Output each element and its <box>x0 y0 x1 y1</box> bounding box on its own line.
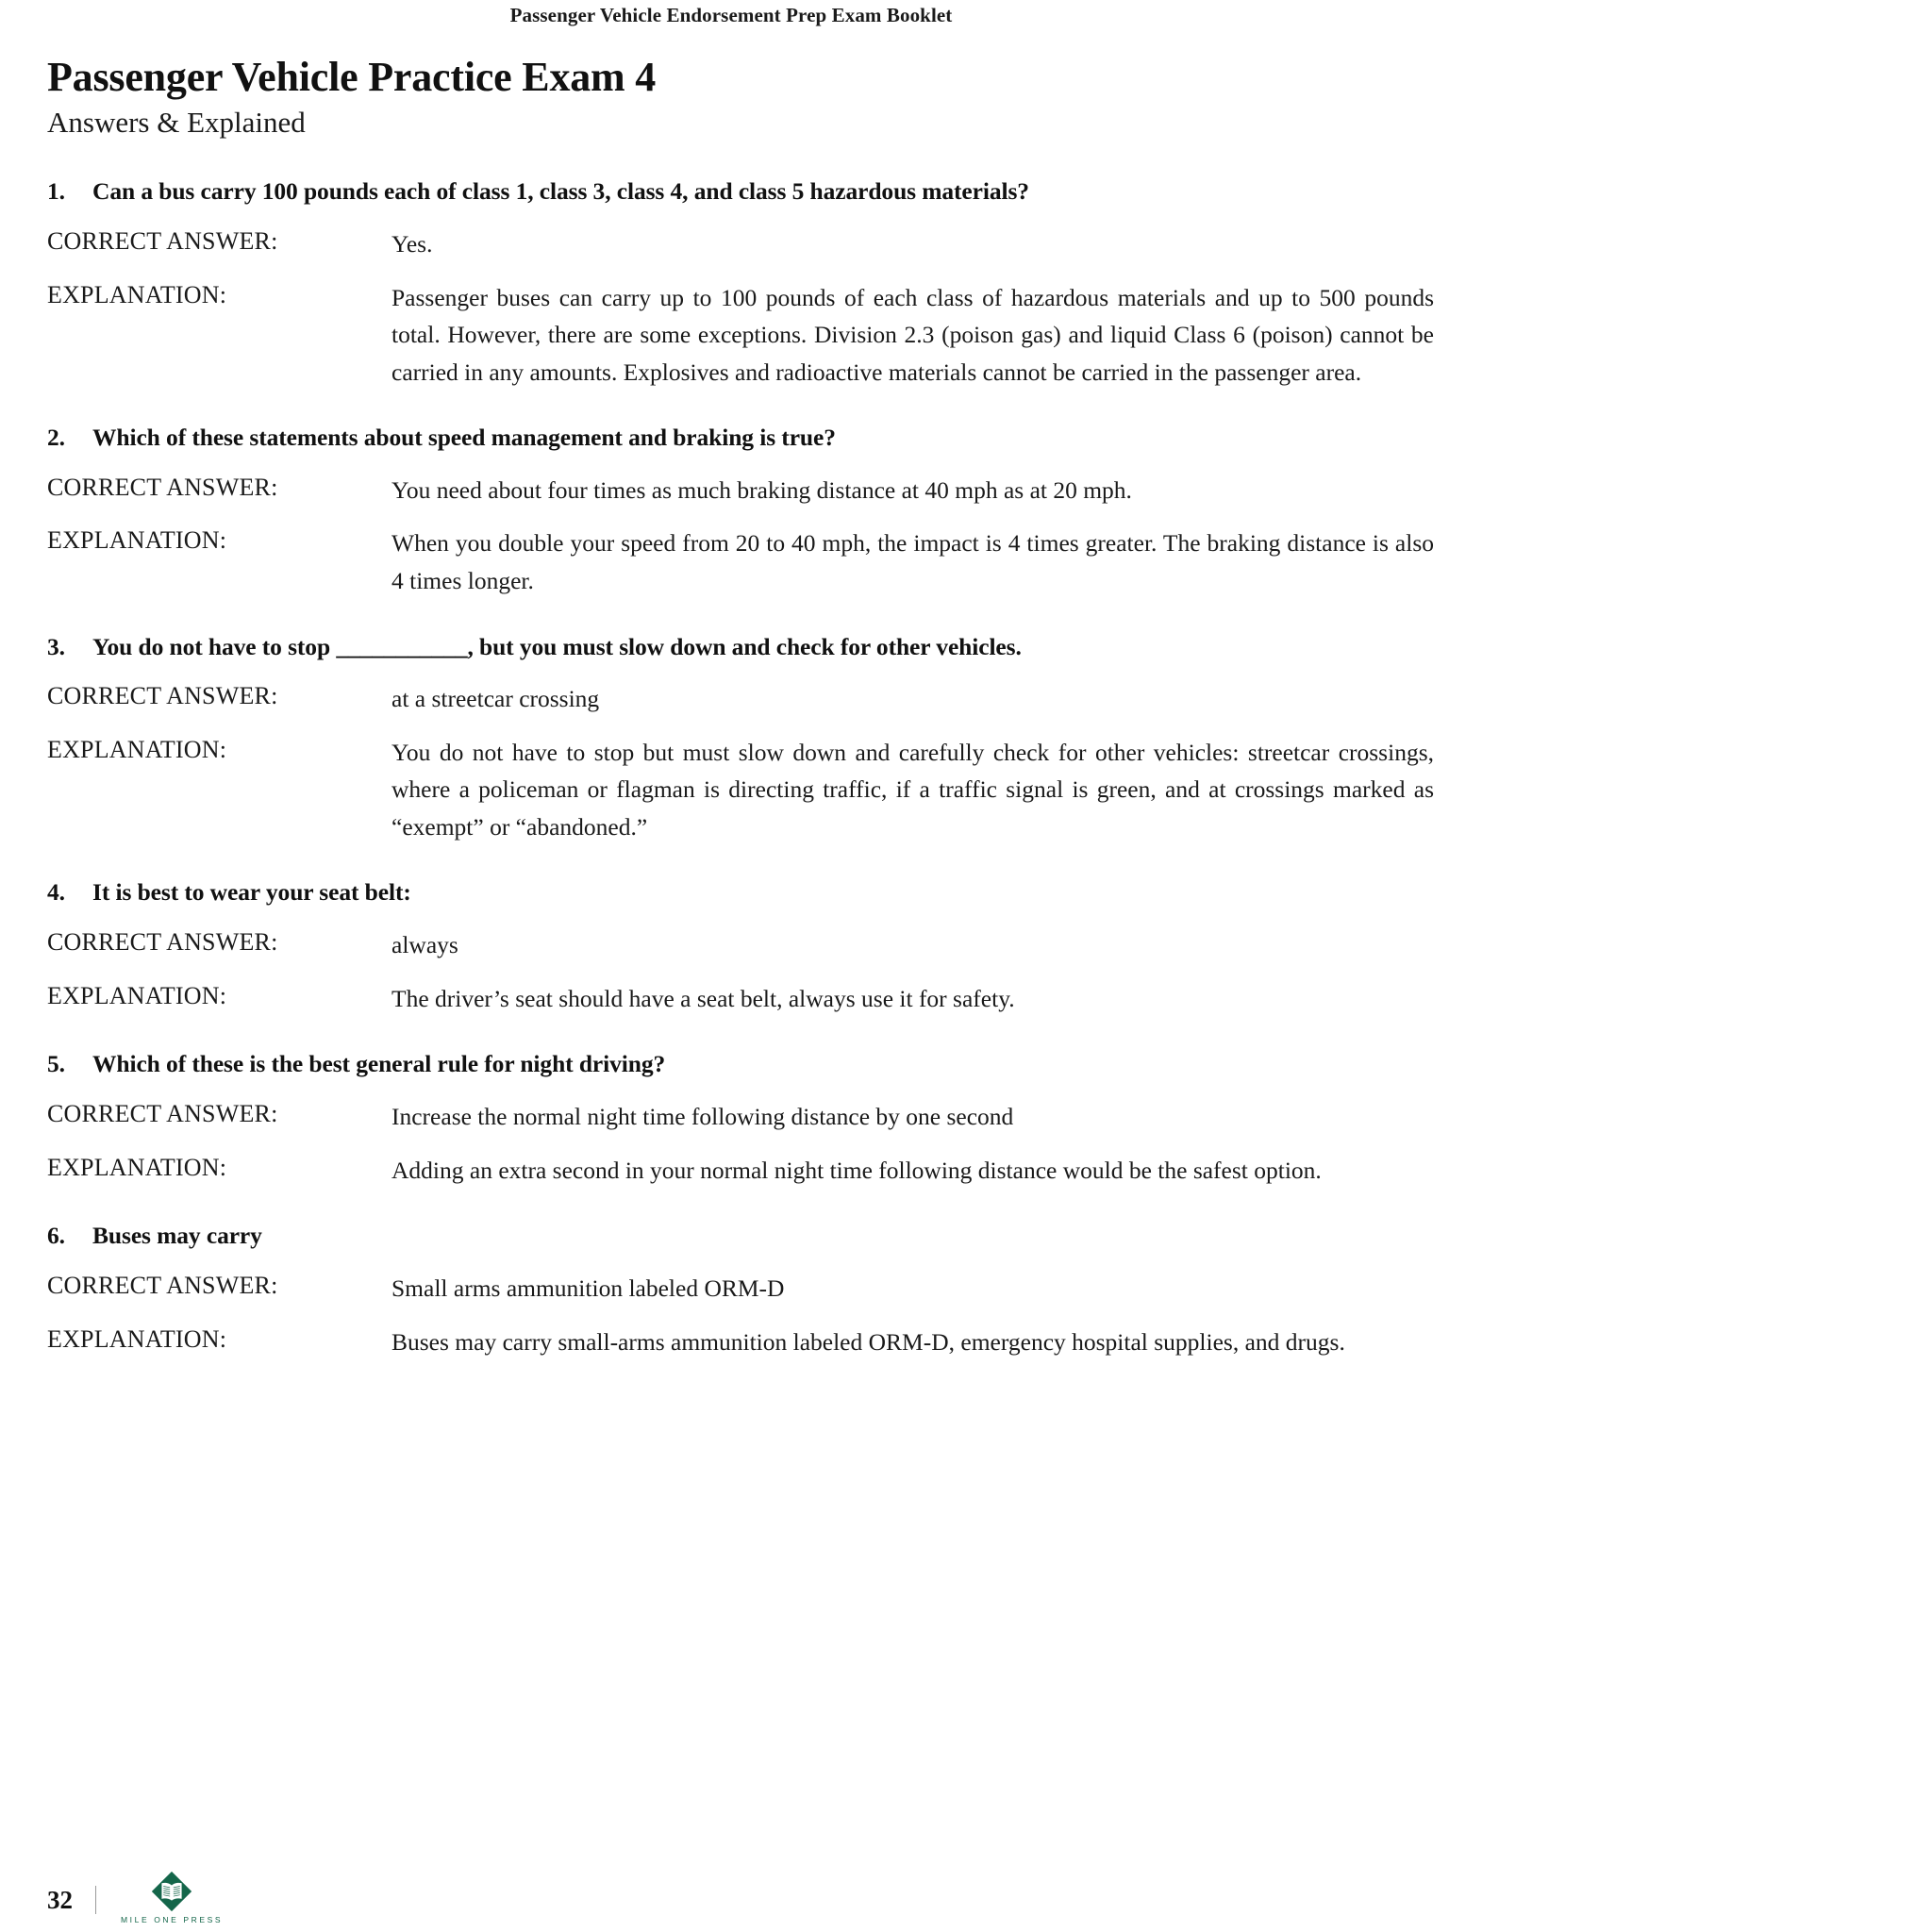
page-content <box>47 55 1434 1392</box>
correct-answer-value: You need about four times as much braking distance at 40 mph as at 20 mph. <box>391 475 1132 504</box>
explanation-value: The driver’s seat should have a seat belt, always use it for safety. <box>391 984 1015 1012</box>
question-block <box>47 176 1434 391</box>
question-heading <box>47 176 1434 207</box>
explanation-value: When you double your speed from 20 to 40 mph, the impact is 4 times greater. The braking distance is also 4 times longer. <box>391 529 1434 594</box>
page-subtitle: Answers & Explained <box>47 105 306 139</box>
correct-answer-label: CORRECT ANSWER: <box>47 928 278 957</box>
explanation-label: EXPLANATION: <box>47 1153 227 1181</box>
explanation-label: EXPLANATION: <box>47 981 227 1009</box>
correct-answer-row <box>47 225 1434 263</box>
explanation-row <box>47 525 1434 599</box>
correct-answer-value: at a streetcar crossing <box>391 685 600 713</box>
correct-answer-label: CORRECT ANSWER: <box>47 227 278 256</box>
question-number: 4. <box>47 878 65 907</box>
explanation-value: Passenger buses can carry up to 100 pounds of each class of hazardous materials and up to 500 pounds total. However, there are some exceptions. Division 2.3 (poison gas) and liquid Class 6 (poison) cannot be carried in any amounts. Explosives and radioactive materials cannot be carried in the passenger area. <box>391 283 1434 386</box>
correct-answer-label: CORRECT ANSWER: <box>47 1272 278 1300</box>
question-block <box>47 423 1434 599</box>
question-block <box>47 1221 1434 1360</box>
explanation-row <box>47 980 1434 1018</box>
page-number: 32 <box>47 1886 73 1914</box>
publisher-name: MILE ONE PRESS <box>121 1915 224 1924</box>
explanation-label: EXPLANATION: <box>47 1324 227 1353</box>
explanation-label: EXPLANATION: <box>47 280 227 308</box>
explanation-value: You do not have to stop but must slow down and carefully check for other vehicles: streetcar crossings, where a policeman or flagman is directing traffic, if a traffic signal is green, and at crossings marked as “exempt” or “abandoned.” <box>391 738 1434 841</box>
question-number: 5. <box>47 1050 65 1078</box>
explanation-value: Adding an extra second in your normal night time following distance would be the safest option. <box>391 1156 1322 1184</box>
explanation-row <box>47 279 1434 391</box>
correct-answer-label: CORRECT ANSWER: <box>47 682 278 710</box>
correct-answer-row <box>47 1098 1434 1136</box>
correct-answer-value: always <box>391 931 458 959</box>
explanation-row <box>47 1324 1434 1361</box>
question-text: Buses may carry <box>92 1222 262 1250</box>
question-heading <box>47 1049 1434 1079</box>
running-header: Passenger Vehicle Endorsement Prep Exam Booklet <box>509 4 953 26</box>
correct-answer-value: Small arms ammunition labeled ORM-D <box>391 1274 785 1303</box>
correct-answer-row <box>47 926 1434 964</box>
explanation-row <box>47 734 1434 846</box>
question-block <box>47 1049 1434 1189</box>
question-text: You do not have to stop ___________, but you must slow down and check for other vehicles. <box>92 632 1022 660</box>
question-number: 3. <box>47 632 65 660</box>
question-number: 1. <box>47 177 65 206</box>
explanation-value: Buses may carry small-arms ammunition labeled ORM-D, emergency hospital supplies, and drugs. <box>391 1327 1345 1356</box>
question-text: Which of these statements about speed management and braking is true? <box>92 424 836 452</box>
correct-answer-value: Yes. <box>391 230 433 258</box>
open-book-diamond-icon <box>150 1870 193 1913</box>
page-title: Passenger Vehicle Practice Exam 4 <box>47 54 657 100</box>
question-text: Which of these is the best general rule for night driving? <box>92 1050 666 1078</box>
explanation-label: EXPLANATION: <box>47 735 227 763</box>
correct-answer-row <box>47 472 1434 509</box>
question-heading <box>47 877 1434 908</box>
correct-answer-label: CORRECT ANSWER: <box>47 1100 278 1128</box>
correct-answer-value: Increase the normal night time following distance by one second <box>391 1103 1014 1131</box>
explanation-label: EXPLANATION: <box>47 526 227 555</box>
question-heading <box>47 1221 1434 1251</box>
correct-answer-row <box>47 1270 1434 1307</box>
question-heading <box>47 423 1434 453</box>
question-text: It is best to wear your seat belt: <box>92 878 411 907</box>
question-block <box>47 632 1434 846</box>
question-number: 2. <box>47 424 65 452</box>
question-text: Can a bus carry 100 pounds each of class 1, class 3, class 4, and class 5 hazardous materials? <box>92 177 1029 206</box>
footer-divider <box>95 1886 96 1914</box>
question-heading <box>47 632 1434 662</box>
publisher-logo <box>121 1870 223 1926</box>
question-block <box>47 877 1434 1017</box>
correct-answer-row <box>47 680 1434 718</box>
explanation-row <box>47 1152 1434 1190</box>
page-footer <box>47 1858 223 1926</box>
question-number: 6. <box>47 1222 65 1250</box>
correct-answer-label: CORRECT ANSWER: <box>47 473 278 501</box>
